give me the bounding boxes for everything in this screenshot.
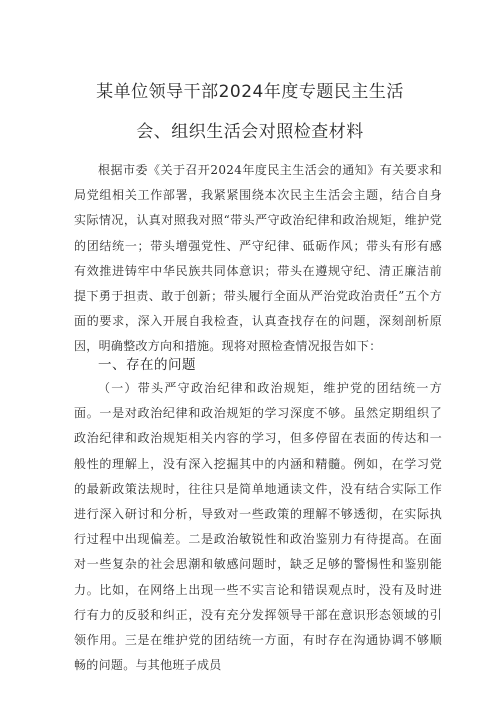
document-title-line-1: 某单位领导干部2024年度专题民主生活 — [96, 82, 404, 102]
document-title-line-2: 会、组织生活会对照检查材料 — [136, 122, 364, 142]
section-heading: 一、存在的问题 — [98, 357, 196, 373]
section-paragraph: （一）带头严守政治纪律和政治规矩，维护党的团结统一方面。一是对政治纪律和政治规矩的学习深度不够。虽然定期组织了政治纪律和政治规矩相关内容的学习，但多停留在表面的传达和一般性的理解上，没有深入挖掘其中的内涵和精髓。例如，在学习党的最新政策法规时，往往只是简单地通读文件，没有结合实际工作进行深入研讨和分析，导致对一些政策的理解不够透彻，在实际执行过程中出现偏差。二是政治敏锐性和政治鉴别力有待提高。在面对一些复杂的社会思潮和敏感问题时，缺乏足够的警惕性和鉴别能力。比如，在网络上出现一些不实言论和错误观点时，没有及时进行有力的反驳和纠正，没有充分发挥领导干部在意识形态领域的引领作用。三是在维护党的团结统一方面，有时存在沟通协调不够顺畅的问题。与其他班子成员 — [74, 381, 442, 673]
intro-paragraph: 根据市委《关于召开2024年度民主生活会的通知》有关要求和局党组相关工作部署，我紧紧围绕本次民主生活会主题，结合自身实际情况，认真对照我对照“带头严守政治纪律和政治规矩，维护党的团结统一；带头增强党性、严守纪律、砥砺作风；带头有形有感有效推进铸牢中华民族共同体意识；带头在遵规守纪、清正廉洁前提下勇于担责、敢于创新；带头履行全面从严治党政治责任”五个方面的要求，深入开展自我检查，认真查找存在的问题，深刻剖析原因，明确整改方向和措施。现将对照检查情况报告如下： — [74, 163, 442, 354]
